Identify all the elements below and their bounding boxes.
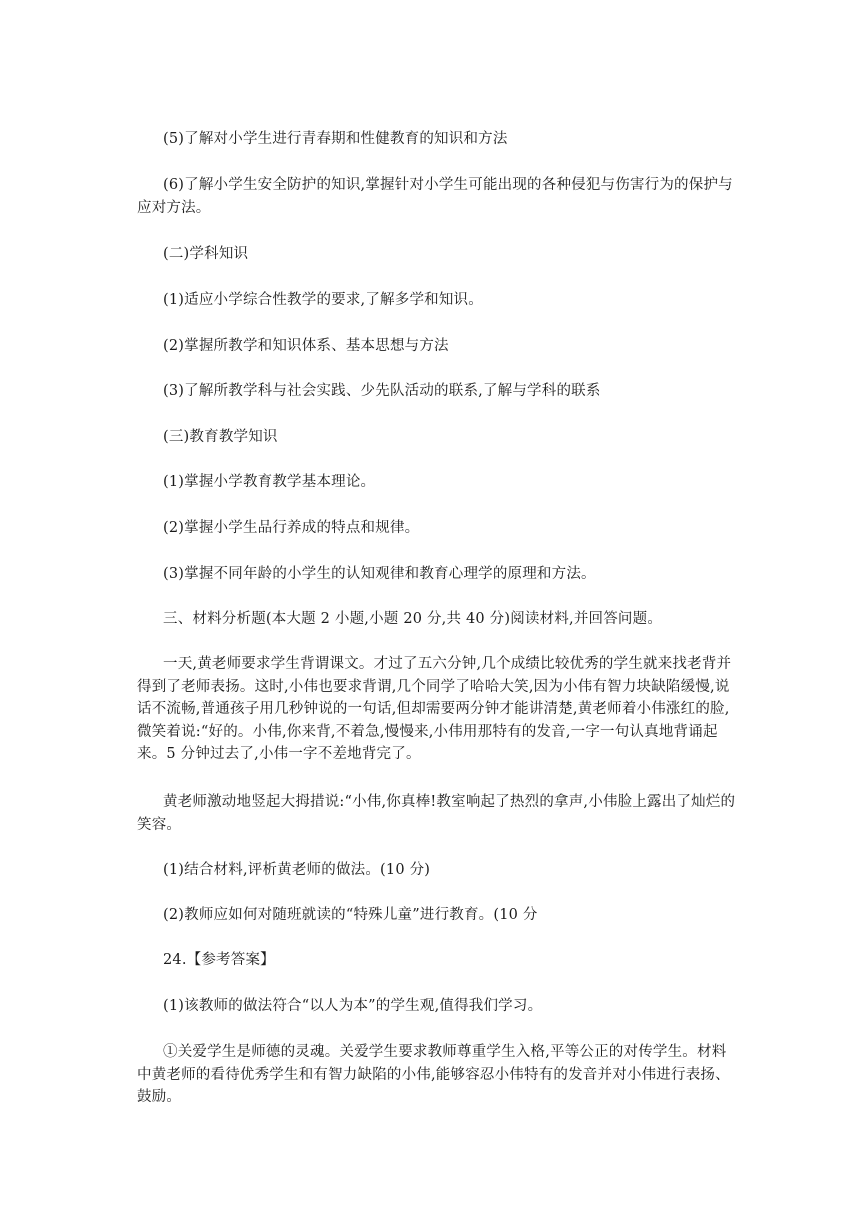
paragraph-safety-protection: (6)了解小学生安全防护的知识,掌握针对小学生可能出现的各种侵犯与伤害行为的保护与应对方法。 (137, 177, 733, 216)
paragraph-subject-knowledge-2: (2)掌握所教学和知识体系、基本思想与方法 (163, 338, 449, 354)
section-heading-subject-knowledge: (二)学科知识 (163, 246, 249, 262)
answer-point-1-detail: ①关爱学生是师德的灵魂。关爱学生要求教师尊重学生入格,平等公正的对传学生。材料中黄老师的看待优秀学生和有智力缺陷的小伟,能够容忍小伟特有的发音并对小伟进行表扬、鼓励。 (137, 1044, 730, 1105)
answer-heading: 24.【参考答案】 (163, 952, 275, 968)
question-2: (2)教师应如何对随班就读的“特殊儿童”进行教育。(10 分 (163, 907, 538, 923)
paragraph-teaching-knowledge-3: (3)掌握不同年龄的小学生的认知观律和教育心理学的原理和方法。 (163, 566, 596, 582)
paragraph-teaching-knowledge-1: (1)掌握小学教育教学基本理论。 (163, 474, 376, 490)
paragraph-subject-knowledge-3: (3)了解所教学科与社会实践、少先队活动的联系,了解与学科的联系 (163, 383, 601, 399)
paragraph-subject-knowledge-1: (1)适应小学综合性教学的要求,了解多学和知识。 (163, 292, 483, 308)
paragraph-material-story: 一天,黄老师要求学生背谓课文。才过了五六分钟,几个成绩比较优秀的学生就来找老背并得到了老师表扬。这时,小伟也要求背谓,几个同学了哈哈大笑,因为小伟有智力块缺陷缓慢,说话不流畅,普通孩子用几秒钟说的一句话,但却需要两分钟才能讲清楚,黄老师着小伟涨红的脸,微笑着说:“好的。小伟,你来背,不着急,慢慢来,小伟用那特有的发音,一字一句认真地背诵起来。5 分钟过去了,小伟一字不差地背完了。 (137, 656, 732, 762)
paragraph-teaching-knowledge-2: (2)掌握小学生品行养成的特点和规律。 (163, 520, 420, 536)
section-heading-teaching-knowledge: (三)教育教学知识 (163, 429, 278, 445)
paragraph-material-praise: 黄老师激动地竖起大拇措说:“小伟,你真棒!教室响起了热烈的拿声,小伟脸上露出了灿烂的笑容。 (137, 794, 736, 833)
paragraph-adolescence-education: (5)了解对小学生进行青春期和性健教育的知识和方法 (163, 131, 508, 147)
question-1: (1)结合材料,评析黄老师的做法。(10 分) (163, 862, 431, 878)
section-heading-material-analysis: 三、材料分析题(本大题 2 小题,小题 20 分,共 40 分)阅读材料,并回答问题。 (163, 611, 663, 627)
answer-point-1: (1)该教师的做法符合“以人为本”的学生观,值得我们学习。 (163, 998, 543, 1014)
